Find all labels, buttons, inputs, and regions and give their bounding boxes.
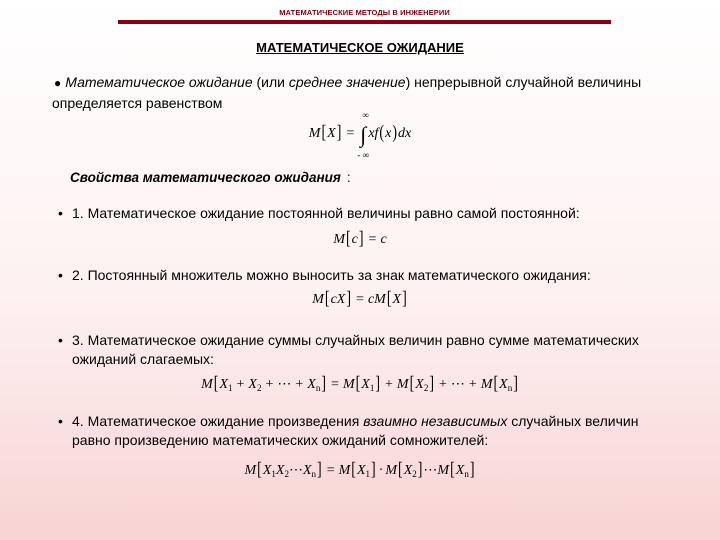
formula-property-4: $M[X_1X_2\cdots X_n] = M[X_1]$ · $M[X_2]\cdots M[X_n]$ xyxy=(244,460,475,481)
property-item-4 xyxy=(58,412,678,450)
header-bar xyxy=(118,8,611,28)
intro-paragraph xyxy=(52,72,672,113)
property-text-1: 1. Математическое ожидание постоянной величины равно самой постоянной: xyxy=(72,205,580,221)
intro-alt-term: среднее значение xyxy=(288,74,406,90)
property-text-2: 2. Постоянный множитель можно выносить за знак математического ожидания: xyxy=(72,267,591,283)
bullet-icon: • xyxy=(58,332,63,348)
property-item-3 xyxy=(58,331,678,369)
formula-property-1: M[c] = c xyxy=(333,229,387,250)
slide-title: МАТЕМАТИЧЕСКОЕ ОЖИДАНИЕ xyxy=(256,40,464,55)
integral-sign-icon: ∫ ∞ - ∞ xyxy=(357,110,369,160)
intro-rest: ) непрерывной случайной величины определяется равенством xyxy=(52,74,642,111)
header-title: МАТЕМАТИЧЕСКИЕ МЕТОДЫ В ИНЖЕНЕРИИ xyxy=(279,8,450,17)
bullet-icon: • xyxy=(58,267,63,283)
property-text-4: 4. Математическое ожидание произведения взаимно независимых случайных величин равно произведению математических ожиданий сомножителей: xyxy=(72,413,639,448)
bullet-icon: • xyxy=(58,413,63,429)
bullet-icon: • xyxy=(58,205,63,221)
formula-property-2: M[cX] = cM[X] xyxy=(312,289,407,310)
intro-term: Математическое ожидание xyxy=(65,74,253,90)
intro-paren: (или xyxy=(252,74,289,90)
property-item-2 xyxy=(58,266,678,285)
header-divider xyxy=(118,20,611,24)
property-item-1 xyxy=(58,204,678,223)
property-text-3: 3. Математическое ожидание суммы случайных величин равно сумме математических ожиданий слагаемых: xyxy=(72,332,639,367)
bullet-dot-icon: ● xyxy=(54,76,62,90)
formula-expectation-definition: M[X] = ∫ ∞ - ∞ xf(x)dx xyxy=(308,110,412,160)
properties-heading: Свойства математического ожидания : xyxy=(70,170,351,185)
formula-property-3: $M[X_1 + X_2$ + ⋯ + $X_n] = M[X_1] + M[X_2]$ + ⋯ + $M[X_n]$ xyxy=(201,374,518,395)
